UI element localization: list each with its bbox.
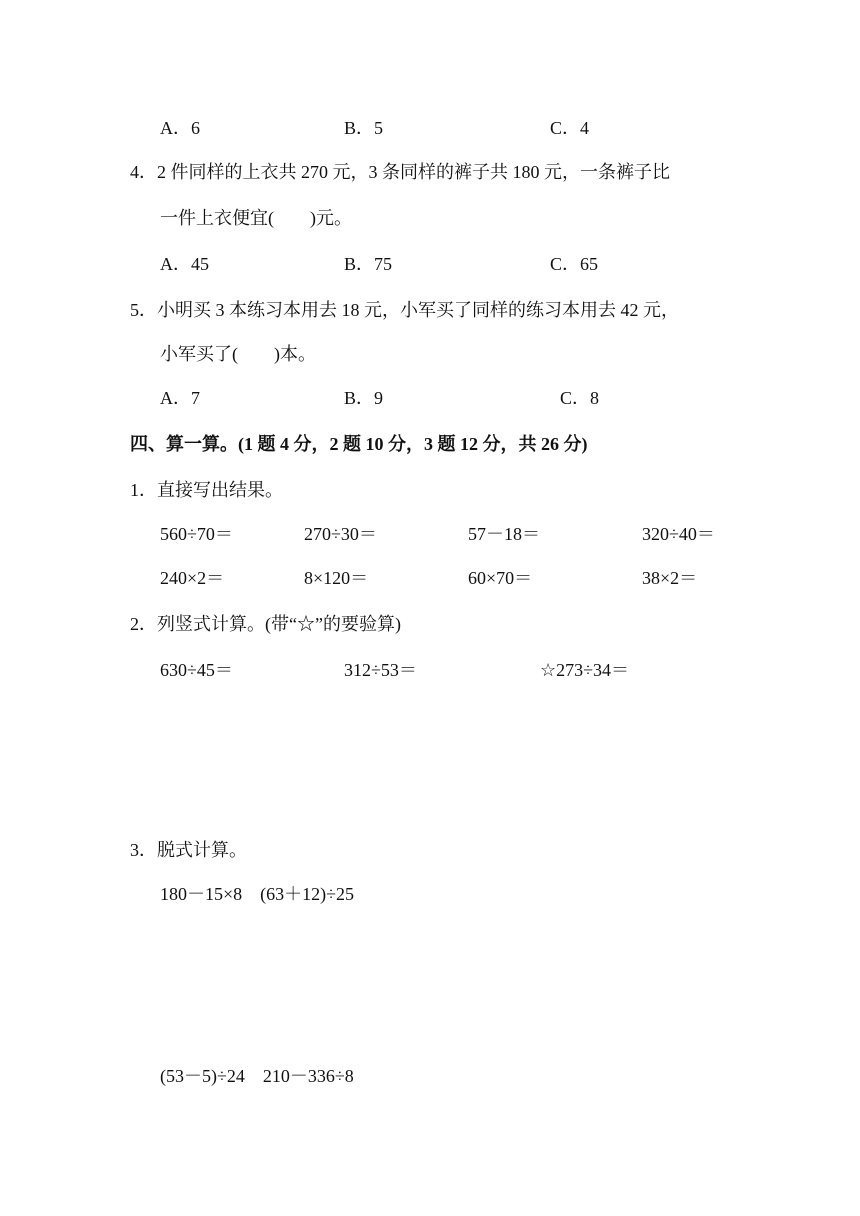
vertical-calc-item: ☆273÷34＝	[540, 660, 630, 680]
q4-option-b: B．75	[344, 254, 393, 274]
q5-text-line2: 小军买了( )本。	[160, 344, 316, 364]
q4-option-c: C．65	[550, 254, 599, 274]
section4-heading: 四、算一算。(1 题 4 分，2 题 10 分，3 题 12 分，共 26 分)	[130, 434, 588, 454]
q4-text-line2: 一件上衣便宜( )元。	[160, 208, 352, 228]
q5-option-a: A．7	[160, 388, 200, 408]
q3-option-c: C．4	[550, 118, 590, 138]
oral-calc-item: 8×120＝	[304, 568, 369, 588]
stepwise-calc-row1: 180－15×8 (63＋12)÷25	[160, 884, 355, 904]
part1-title: 1．直接写出结果。	[130, 480, 283, 500]
oral-calc-item: 320÷40＝	[642, 524, 715, 544]
oral-calc-item: 38×2＝	[642, 568, 698, 588]
stepwise-calc-row2: (53－5)÷24 210－336÷8	[160, 1066, 354, 1086]
oral-calc-item: 560÷70＝	[160, 524, 233, 544]
oral-calc-item: 60×70＝	[468, 568, 533, 588]
part2-title: 2．列竖式计算。(带“☆”的要验算)	[130, 614, 401, 634]
oral-calc-item: 270÷30＝	[304, 524, 377, 544]
q5-text-line1: 5．小明买 3 本练习本用去 18 元，小军买了同样的练习本用去 42 元，	[130, 300, 679, 320]
q5-option-b: B．9	[344, 388, 384, 408]
oral-calc-item: 57－18＝	[468, 524, 540, 544]
q5-option-c: C．8	[560, 388, 600, 408]
vertical-calc-item: 312÷53＝	[344, 660, 417, 680]
q4-text-line1: 4．2 件同样的上衣共 270 元，3 条同样的裤子共 180 元，一条裤子比	[130, 162, 670, 182]
vertical-calc-item: 630÷45＝	[160, 660, 233, 680]
q3-option-a: A．6	[160, 118, 200, 138]
oral-calc-item: 240×2＝	[160, 568, 225, 588]
part3-title: 3．脱式计算。	[130, 840, 247, 860]
q3-option-b: B．5	[344, 118, 384, 138]
q4-option-a: A．45	[160, 254, 209, 274]
